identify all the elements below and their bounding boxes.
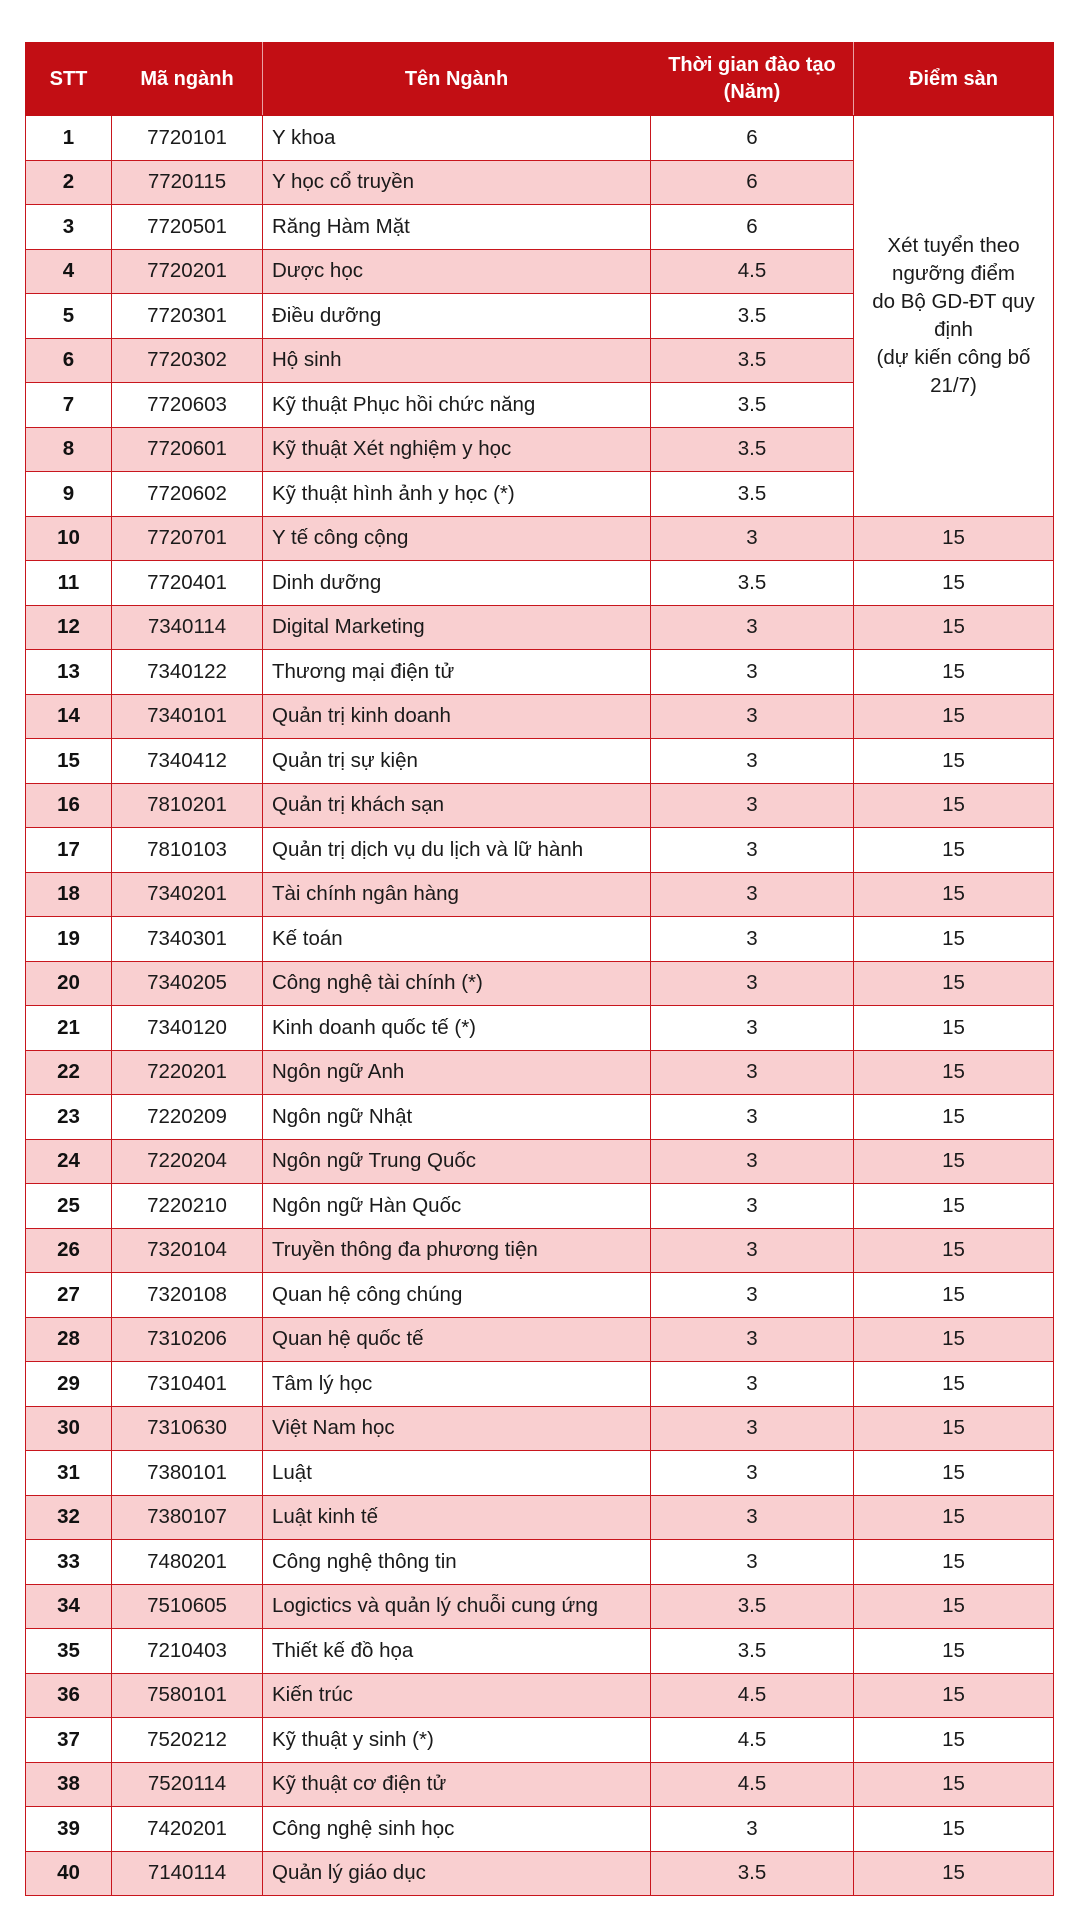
row-score: 15 — [854, 1540, 1054, 1585]
table-row — [26, 1451, 1054, 1496]
row-code: 7340120 — [112, 1006, 263, 1051]
row-score: 15 — [854, 1851, 1054, 1896]
row-code: 7720401 — [112, 561, 263, 606]
row-code: 7720201 — [112, 249, 263, 294]
row-name: Quan hệ công chúng — [263, 1273, 651, 1318]
row-stt: 34 — [26, 1584, 112, 1629]
row-years: 3 — [651, 650, 854, 695]
row-stt: 16 — [26, 783, 112, 828]
row-code: 7510605 — [112, 1584, 263, 1629]
table-row — [26, 1362, 1054, 1407]
row-code: 7140114 — [112, 1851, 263, 1896]
row-score: 15 — [854, 872, 1054, 917]
row-years: 3 — [651, 1228, 854, 1273]
row-score: 15 — [854, 650, 1054, 695]
row-stt: 37 — [26, 1718, 112, 1763]
table-row — [26, 1050, 1054, 1095]
merged-note-line: (dự kiến công bố — [876, 345, 1031, 369]
table-row — [26, 1317, 1054, 1362]
row-score: 15 — [854, 1139, 1054, 1184]
row-stt: 33 — [26, 1540, 112, 1585]
row-years: 3 — [651, 739, 854, 784]
row-years: 4.5 — [651, 1673, 854, 1718]
row-score: 15 — [854, 1228, 1054, 1273]
table-body — [26, 116, 1054, 1896]
row-years: 3 — [651, 1495, 854, 1540]
row-code: 7720501 — [112, 205, 263, 250]
header-row — [26, 43, 1054, 116]
row-code: 7720101 — [112, 116, 263, 161]
row-stt: 11 — [26, 561, 112, 606]
row-years: 3 — [651, 1362, 854, 1407]
row-code: 7340101 — [112, 694, 263, 739]
row-name: Thiết kế đồ họa — [263, 1629, 651, 1674]
table-row — [26, 828, 1054, 873]
row-stt: 39 — [26, 1807, 112, 1852]
table-row — [26, 1540, 1054, 1585]
row-score: 15 — [854, 1362, 1054, 1407]
table-row — [26, 1406, 1054, 1451]
table-row — [26, 1139, 1054, 1184]
row-name: Digital Marketing — [263, 605, 651, 650]
merged-note-line: do Bộ GD-ĐT quy — [872, 289, 1035, 313]
row-stt: 22 — [26, 1050, 112, 1095]
row-years: 3 — [651, 1807, 854, 1852]
row-score: 15 — [854, 1807, 1054, 1852]
row-code: 7220204 — [112, 1139, 263, 1184]
row-name: Ngôn ngữ Hàn Quốc — [263, 1184, 651, 1229]
row-code: 7720601 — [112, 427, 263, 472]
row-code: 7310401 — [112, 1362, 263, 1407]
row-name: Thương mại điện tử — [263, 650, 651, 695]
row-code: 7220201 — [112, 1050, 263, 1095]
row-name: Tài chính ngân hàng — [263, 872, 651, 917]
row-name: Y khoa — [263, 116, 651, 161]
row-score: 15 — [854, 828, 1054, 873]
row-stt: 30 — [26, 1406, 112, 1451]
row-stt: 32 — [26, 1495, 112, 1540]
row-name: Dược học — [263, 249, 651, 294]
row-name: Y học cổ truyền — [263, 160, 651, 205]
table-header — [26, 43, 1054, 116]
row-years: 3 — [651, 828, 854, 873]
row-years: 3.5 — [651, 427, 854, 472]
merged-note-line: Xét tuyển theo — [887, 233, 1020, 257]
table-row — [26, 1184, 1054, 1229]
row-name: Kinh doanh quốc tế (*) — [263, 1006, 651, 1051]
row-years: 6 — [651, 205, 854, 250]
row-years: 3.5 — [651, 472, 854, 517]
table-row — [26, 1629, 1054, 1674]
row-name: Ngôn ngữ Anh — [263, 1050, 651, 1095]
row-score: 15 — [854, 694, 1054, 739]
table-row — [26, 1584, 1054, 1629]
table-row — [26, 1006, 1054, 1051]
row-years: 3 — [651, 917, 854, 962]
table-row — [26, 872, 1054, 917]
row-stt: 21 — [26, 1006, 112, 1051]
table-row — [26, 1718, 1054, 1763]
row-code: 7220209 — [112, 1095, 263, 1140]
row-years: 4.5 — [651, 1718, 854, 1763]
row-years: 3 — [651, 1139, 854, 1184]
row-name: Dinh dưỡng — [263, 561, 651, 606]
row-name: Quản lý giáo dục — [263, 1851, 651, 1896]
row-code: 7340122 — [112, 650, 263, 695]
row-score: 15 — [854, 1317, 1054, 1362]
row-years: 3 — [651, 605, 854, 650]
row-name: Luật kinh tế — [263, 1495, 651, 1540]
row-stt: 10 — [26, 516, 112, 561]
table-row — [26, 516, 1054, 561]
row-score: 15 — [854, 1006, 1054, 1051]
row-years: 3 — [651, 872, 854, 917]
row-score: 15 — [854, 739, 1054, 784]
admission-table-container — [25, 42, 1053, 1896]
table-row — [26, 1807, 1054, 1852]
row-score: 15 — [854, 961, 1054, 1006]
merged-note-line: định — [934, 317, 973, 341]
row-stt: 20 — [26, 961, 112, 1006]
row-stt: 18 — [26, 872, 112, 917]
row-score: 15 — [854, 1050, 1054, 1095]
row-name: Logictics và quản lý chuỗi cung ứng — [263, 1584, 651, 1629]
table-row — [26, 694, 1054, 739]
row-code: 7340201 — [112, 872, 263, 917]
row-stt: 1 — [26, 116, 112, 161]
row-name: Quản trị kinh doanh — [263, 694, 651, 739]
row-code: 7810103 — [112, 828, 263, 873]
row-score: 15 — [854, 1762, 1054, 1807]
row-name: Công nghệ thông tin — [263, 1540, 651, 1585]
row-name: Ngôn ngữ Trung Quốc — [263, 1139, 651, 1184]
row-stt: 26 — [26, 1228, 112, 1273]
row-code: 7310630 — [112, 1406, 263, 1451]
row-score: 15 — [854, 561, 1054, 606]
row-code: 7420201 — [112, 1807, 263, 1852]
row-name: Kế toán — [263, 917, 651, 962]
row-code: 7340114 — [112, 605, 263, 650]
row-name: Tâm lý học — [263, 1362, 651, 1407]
row-code: 7380107 — [112, 1495, 263, 1540]
row-years: 4.5 — [651, 1762, 854, 1807]
row-name: Công nghệ sinh học — [263, 1807, 651, 1852]
row-name: Kỹ thuật cơ điện tử — [263, 1762, 651, 1807]
row-stt: 25 — [26, 1184, 112, 1229]
row-code: 7520114 — [112, 1762, 263, 1807]
row-code: 7720302 — [112, 338, 263, 383]
row-stt: 27 — [26, 1273, 112, 1318]
row-stt: 23 — [26, 1095, 112, 1140]
row-years: 3.5 — [651, 338, 854, 383]
row-years: 3 — [651, 1095, 854, 1140]
row-years: 6 — [651, 160, 854, 205]
row-code: 7810201 — [112, 783, 263, 828]
row-years: 3 — [651, 694, 854, 739]
row-stt: 13 — [26, 650, 112, 695]
row-stt: 6 — [26, 338, 112, 383]
row-stt: 36 — [26, 1673, 112, 1718]
row-code: 7480201 — [112, 1540, 263, 1585]
row-name: Răng Hàm Mặt — [263, 205, 651, 250]
row-years: 4.5 — [651, 249, 854, 294]
table-row — [26, 1095, 1054, 1140]
table-row — [26, 605, 1054, 650]
row-years: 3 — [651, 1184, 854, 1229]
row-years: 3.5 — [651, 1629, 854, 1674]
row-code: 7520212 — [112, 1718, 263, 1763]
row-score: 15 — [854, 1718, 1054, 1763]
row-score: 15 — [854, 1273, 1054, 1318]
row-score: 15 — [854, 1406, 1054, 1451]
admission-table — [25, 42, 1054, 1896]
row-stt: 38 — [26, 1762, 112, 1807]
row-score: 15 — [854, 917, 1054, 962]
row-name: Kỹ thuật Xét nghiệm y học — [263, 427, 651, 472]
row-years: 3.5 — [651, 294, 854, 339]
row-years: 3 — [651, 961, 854, 1006]
merged-score-note — [854, 116, 1054, 517]
row-stt: 31 — [26, 1451, 112, 1496]
row-stt: 7 — [26, 383, 112, 428]
table-row — [26, 961, 1054, 1006]
row-years: 3 — [651, 1406, 854, 1451]
row-score: 15 — [854, 1584, 1054, 1629]
row-code: 7720115 — [112, 160, 263, 205]
row-stt: 5 — [26, 294, 112, 339]
row-name: Kỹ thuật Phục hồi chức năng — [263, 383, 651, 428]
row-stt: 19 — [26, 917, 112, 962]
row-years: 3 — [651, 1050, 854, 1095]
row-code: 7310206 — [112, 1317, 263, 1362]
row-code: 7720301 — [112, 294, 263, 339]
header-diem-san: Điểm sàn — [854, 43, 1054, 116]
row-years: 3 — [651, 516, 854, 561]
table-row — [26, 1673, 1054, 1718]
table-row — [26, 650, 1054, 695]
table-row — [26, 739, 1054, 784]
row-name: Quản trị khách sạn — [263, 783, 651, 828]
row-years: 3.5 — [651, 1584, 854, 1629]
header-ten-nganh: Tên Ngành — [263, 43, 651, 116]
row-name: Kỹ thuật y sinh (*) — [263, 1718, 651, 1763]
row-code: 7210403 — [112, 1629, 263, 1674]
row-years: 3 — [651, 783, 854, 828]
table-row — [26, 783, 1054, 828]
row-years: 3.5 — [651, 561, 854, 606]
table-row — [26, 561, 1054, 606]
header-thoi-gian: Thời gian đào tạo (Năm) — [651, 43, 854, 116]
row-name: Hộ sinh — [263, 338, 651, 383]
table-row — [26, 1273, 1054, 1318]
row-code: 7720603 — [112, 383, 263, 428]
row-score: 15 — [854, 1673, 1054, 1718]
header-stt: STT — [26, 43, 112, 116]
row-stt: 17 — [26, 828, 112, 873]
row-name: Ngôn ngữ Nhật — [263, 1095, 651, 1140]
row-name: Kỹ thuật hình ảnh y học (*) — [263, 472, 651, 517]
table-row — [26, 116, 1054, 161]
row-code: 7720701 — [112, 516, 263, 561]
row-stt: 28 — [26, 1317, 112, 1362]
row-stt: 40 — [26, 1851, 112, 1896]
row-name: Kiến trúc — [263, 1673, 651, 1718]
row-score: 15 — [854, 1495, 1054, 1540]
header-ma-nganh: Mã ngành — [112, 43, 263, 116]
row-name: Y tế công cộng — [263, 516, 651, 561]
row-score: 15 — [854, 1095, 1054, 1140]
row-name: Quản trị dịch vụ du lịch và lữ hành — [263, 828, 651, 873]
row-score: 15 — [854, 783, 1054, 828]
table-row — [26, 1762, 1054, 1807]
table-row — [26, 1851, 1054, 1896]
row-years: 3 — [651, 1317, 854, 1362]
row-code: 7340301 — [112, 917, 263, 962]
row-years: 3.5 — [651, 383, 854, 428]
row-years: 3 — [651, 1540, 854, 1585]
row-stt: 29 — [26, 1362, 112, 1407]
row-name: Công nghệ tài chính (*) — [263, 961, 651, 1006]
row-code: 7380101 — [112, 1451, 263, 1496]
row-years: 6 — [651, 116, 854, 161]
table-row — [26, 1495, 1054, 1540]
row-stt: 8 — [26, 427, 112, 472]
row-code: 7720602 — [112, 472, 263, 517]
row-name: Quan hệ quốc tế — [263, 1317, 651, 1362]
row-years: 3.5 — [651, 1851, 854, 1896]
row-stt: 15 — [26, 739, 112, 784]
table-row — [26, 917, 1054, 962]
row-stt: 4 — [26, 249, 112, 294]
row-stt: 14 — [26, 694, 112, 739]
row-stt: 12 — [26, 605, 112, 650]
row-code: 7320108 — [112, 1273, 263, 1318]
row-name: Truyền thông đa phương tiện — [263, 1228, 651, 1273]
row-code: 7340205 — [112, 961, 263, 1006]
row-name: Việt Nam học — [263, 1406, 651, 1451]
row-stt: 9 — [26, 472, 112, 517]
row-stt: 35 — [26, 1629, 112, 1674]
row-stt: 24 — [26, 1139, 112, 1184]
row-score: 15 — [854, 516, 1054, 561]
row-score: 15 — [854, 1184, 1054, 1229]
row-stt: 2 — [26, 160, 112, 205]
row-score: 15 — [854, 605, 1054, 650]
row-name: Luật — [263, 1451, 651, 1496]
merged-note-line: 21/7) — [930, 373, 977, 397]
row-score: 15 — [854, 1451, 1054, 1496]
row-years: 3 — [651, 1006, 854, 1051]
table-row — [26, 1228, 1054, 1273]
row-name: Điều dưỡng — [263, 294, 651, 339]
row-code: 7320104 — [112, 1228, 263, 1273]
row-score: 15 — [854, 1629, 1054, 1674]
row-code: 7580101 — [112, 1673, 263, 1718]
row-years: 3 — [651, 1451, 854, 1496]
row-code: 7340412 — [112, 739, 263, 784]
row-code: 7220210 — [112, 1184, 263, 1229]
merged-note-line: ngưỡng điểm — [892, 261, 1015, 285]
row-name: Quản trị sự kiện — [263, 739, 651, 784]
row-stt: 3 — [26, 205, 112, 250]
row-years: 3 — [651, 1273, 854, 1318]
